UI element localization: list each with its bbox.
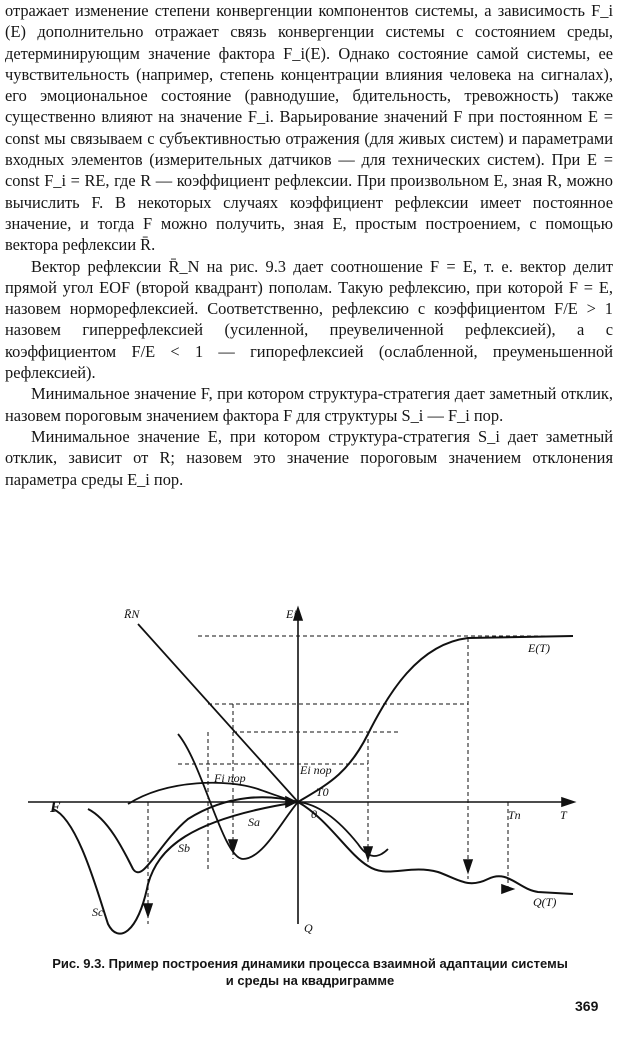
label-ei: Ei (286, 607, 297, 621)
label-sc: Sc (92, 905, 104, 919)
paragraph-4: Минимальное значение E, при котором структура-стратегия S_i дает заметный отклик, зависит от R; назовем это значение пороговым значением отклонения параметра среды E_i пор. (5, 426, 613, 489)
label-origin: 0 (311, 807, 317, 821)
page-number: 369 (575, 998, 599, 1014)
label-ei-por: Ei пор (300, 763, 332, 777)
label-t: T (560, 808, 567, 822)
paragraph-1: отражает изменение степени конвергенции компонентов системы, а зависимость F_i (E) дополнительно отражает связь конвергенции системы с состоянием среды, детерминирующим значение фактора F_i(E). Однако состояние самой системы, ее чувствительность (например, степень концентрации влияния человека на сигналах), его эмоциональное состояние (равнодушие, бдительность, тревожность) также существенно влияют на значение F_i. Варьирование значений F при постоянном E = const мы связываем с субъективностью отражения (для живых систем) и параметрами входных элементов (измерительных датчиков — для технических систем). При E = const F_i = RE, где R — коэффициент рефлексии. При произвольном E, зная R, можно вычислить F. В некоторых случаях коэффициент рефлексии имеет постоянное значение, и тогда F можно получить, зная E, простым построением, с помощью вектора рефлексии R̄. (5, 1, 613, 255)
t-axis-arrow (562, 798, 574, 806)
label-f: F (50, 799, 61, 816)
label-tn: Tn (508, 808, 521, 822)
curve-s-c (53, 802, 298, 934)
curve-e-t (298, 636, 573, 802)
label-q: Q (304, 921, 313, 935)
label-sb: Sb (178, 841, 190, 855)
label-sa: Sa (248, 815, 260, 829)
quadrigram-diagram (28, 604, 598, 946)
label-rn: R̄N (124, 607, 140, 621)
label-t0: T0 (316, 785, 329, 799)
label-q-t: Q(T) (533, 895, 557, 909)
curve-q-t (298, 802, 573, 894)
body-text (5, 0, 613, 490)
label-fi-por: Fi пор (214, 771, 246, 785)
paragraph-2: Вектор рефлексии R̄_N на рис. 9.3 дает соотношение F = E, т. е. вектор делит прямой угол EOF (второй квадрант) пополам. Такую рефлексию, при которой F = E, назовем норморефлексией. Соответственно, рефлексию с коэффициентом F/E > 1 назовем гиперрефлексией (усиленной, преувеличенной рефлексией), а с коэффициентом F/E < 1 — гипорефлексией (ослабленной, преуменьшенной рефлексией). (5, 256, 613, 383)
label-e-t: E(T) (528, 641, 550, 655)
figure-caption (0, 955, 620, 989)
caption-line-2: и среды на квадриграмме (225, 973, 395, 988)
figure-9-3 (28, 604, 598, 946)
caption-line-1: Рис. 9.3. Пример построения динамики процесса взаимной адаптации системы (52, 956, 568, 971)
paragraph-3: Минимальное значение F, при котором структура-стратегия дает заметный отклик, назовем пороговым значением фактора F для структуры S_i — F_i пор. (5, 384, 613, 425)
